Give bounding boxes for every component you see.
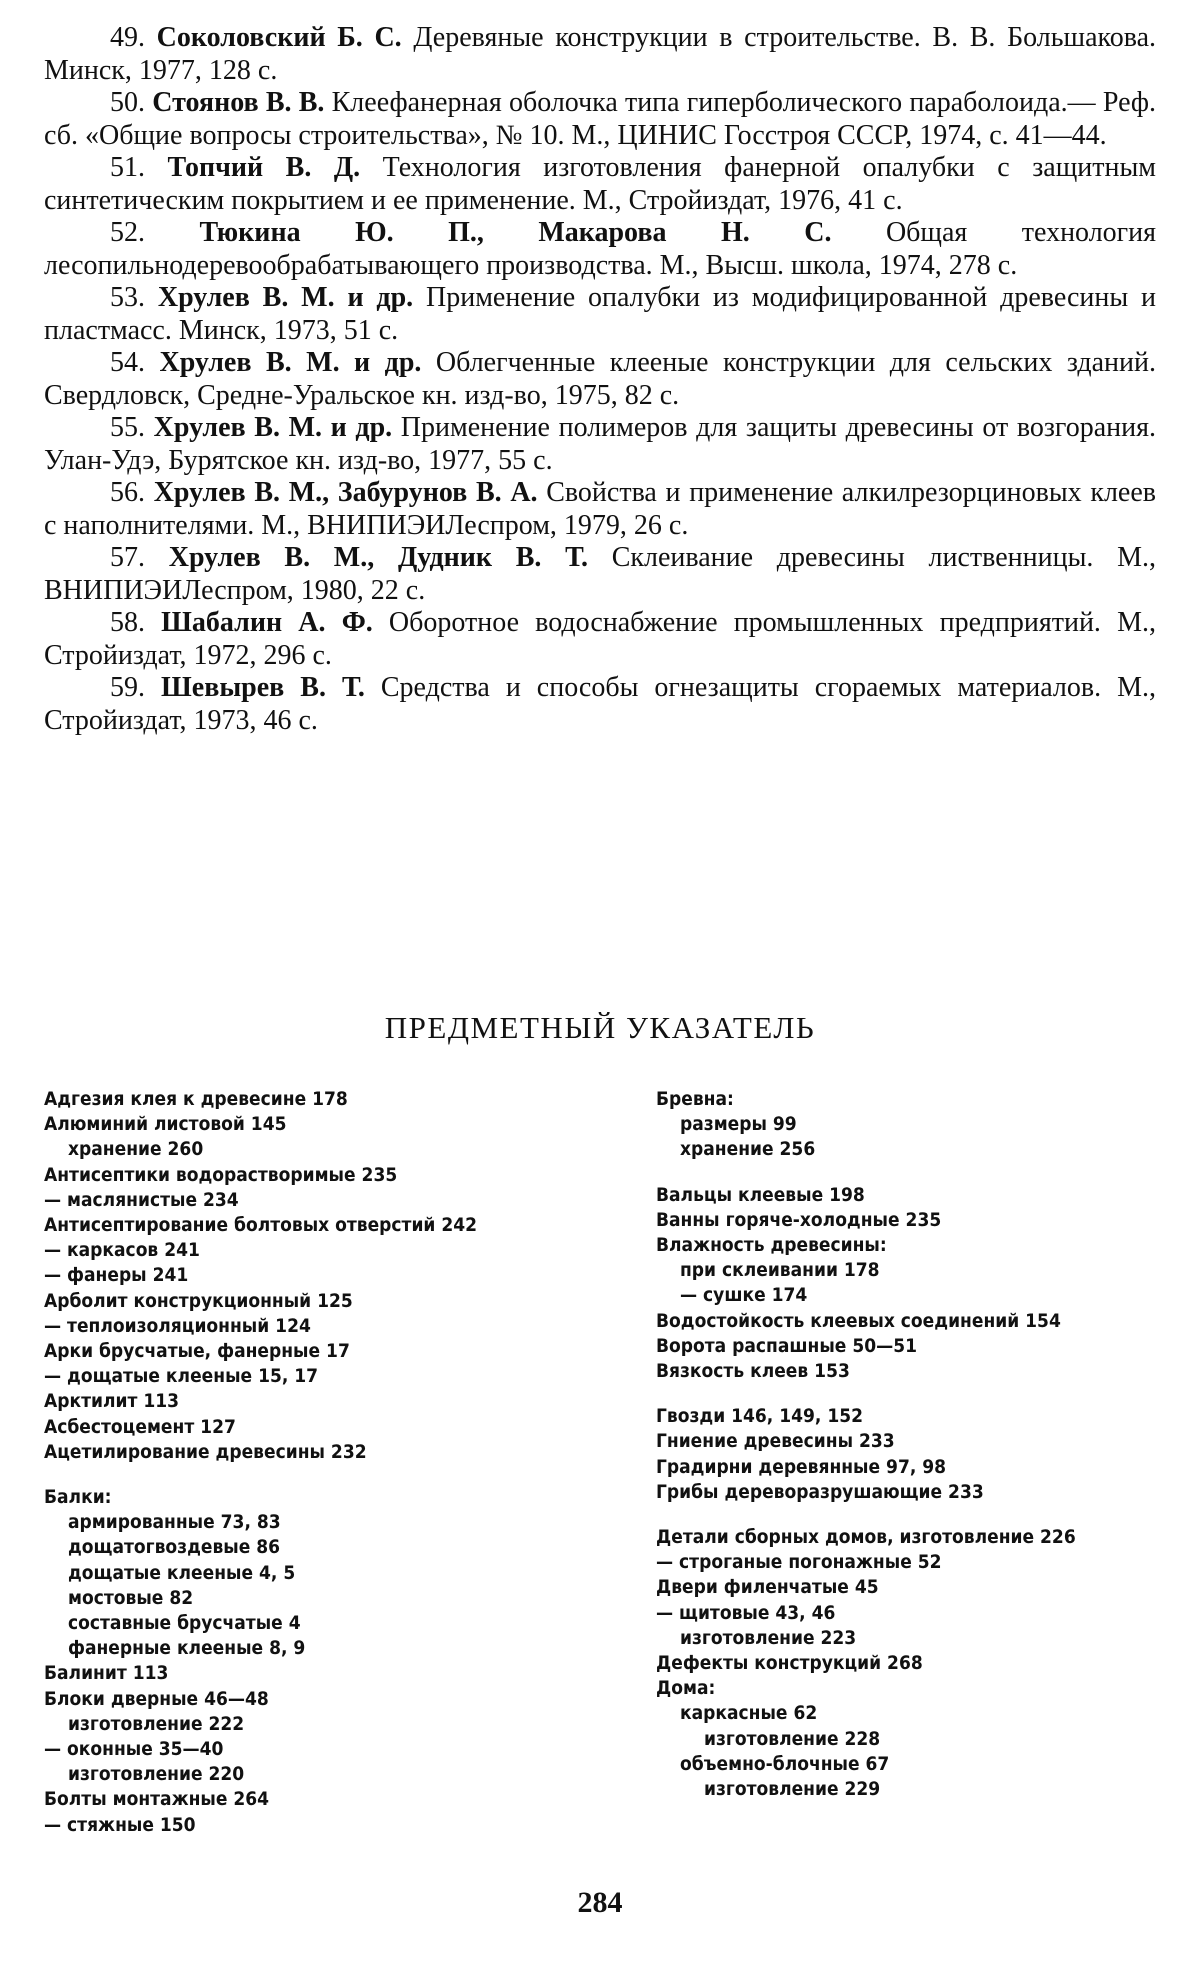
entry-author: Шабалин А. Ф. [161,607,373,638]
index-entry: каркасные 62 [680,1702,818,1725]
entry-number: 53. [110,282,158,313]
bibliography-entry [44,22,1156,87]
entry-author: Соколовский Б. С. [156,22,402,53]
index-entry: при склеивании 178 [680,1259,880,1282]
index-entry: Влажность древесины: [656,1234,887,1257]
entry-number: 58. [110,607,162,638]
index-entry: размеры 99 [680,1113,797,1136]
index-entry: Антисептики водорастворимые 235 [44,1163,398,1186]
page-number: 284 [577,1886,623,1919]
bibliography-entry [44,217,1156,282]
index-entry: Водостойкость клеевых соединений 154 [656,1309,1061,1332]
index-entry: Балинит 113 [44,1662,169,1685]
entry-author: Стоянов В. В. [152,87,325,118]
index-title: ПРЕДМЕТНЫЙ УКАЗАТЕЛЬ [384,1010,816,1045]
index-entry: Ацетилирование древесины 232 [44,1440,367,1463]
index-entry: изготовление 220 [68,1763,245,1786]
index-entry: Арктилит 113 [44,1390,179,1413]
index-entry: фанерные клееные 8, 9 [68,1637,306,1660]
entry-number: 49. [110,22,157,53]
index-entry: изготовление 229 [704,1778,881,1801]
index-entry: — щитовые 43, 46 [656,1601,836,1624]
entry-text: Общая технология лесопильнодеревообрабатывающего производства. М., Высш. школа, 1974, 278 с. [44,217,1157,281]
index-entry: изготовление 223 [680,1626,857,1649]
bibliography-entry [44,672,1156,737]
index-entry: Бревна: [656,1088,734,1110]
index-entry: — дощатые клееные 15, 17 [44,1365,319,1388]
entry-number: 50. [110,87,153,118]
entry-text: Применение опалубки из модифицированной древесины и пластмасс. Минск, 1973, 51 с. [44,282,1156,346]
bibliography-entry [44,282,1156,347]
index-entry: Арки брусчатые, фанерные 17 [44,1340,350,1363]
bibliography-entry [44,607,1156,672]
entry-author: Хрулев В. М. и др. [157,282,414,313]
entry-number: 52. [110,217,200,248]
entry-author: Топчий В. Д. [167,152,361,183]
entry-author: Шевырев В. Т. [161,672,365,703]
index-entry: Гниение древесины 233 [656,1430,895,1453]
index-entry: хранение 256 [680,1138,816,1161]
index-entry: — теплоизоляционный 124 [44,1314,311,1337]
bibliography-entry [44,412,1156,477]
bibliography-entry [44,477,1156,542]
bibliography-entry [44,87,1156,152]
bibliography-entry [44,542,1156,607]
entry-text: Деревяные конструкции в строительстве. В. В. Большакова. Минск, 1977, 128 с. [44,22,1156,86]
entry-text: Клеефанерная оболочка типа гиперболического параболоида.— Реф. сб. «Общие вопросы строительства», № 10. М., ЦИНИС Госстроя СССР, 1974, с. 41—44. [44,87,1157,151]
index-entry: Болты монтажные 264 [44,1788,270,1811]
bibliography-list [44,22,1156,737]
index-entry: Балки: [44,1486,112,1509]
index-entry: Грибы дереворазрушающие 233 [656,1480,984,1503]
index-entry: Антисептирование болтовых отверстий 242 [44,1214,478,1237]
index-entry: изготовление 228 [704,1727,881,1750]
entry-author: Хрулев В. М., Дудник В. Т. [168,542,588,573]
entry-text: Облегченные клееные конструкции для сельских зданий. Свердловск, Средне-Уральское кн. изд-во, 1975, 82 с. [44,347,1157,411]
entry-number: 55. [110,412,154,443]
entry-text: Склеивание древесины лиственницы. М., ВНИПИЭИЛеспром, 1980, 22 с. [44,542,1157,606]
index-entry: Арболит конструкционный 125 [44,1289,353,1312]
index-entry: изготовление 222 [68,1712,245,1735]
entry-author: Хрулев В. М. и др. [159,347,422,378]
index-entry: Дефекты конструкций 268 [656,1652,923,1675]
index-entry: Асбестоцемент 127 [44,1415,236,1438]
entry-author: Тюкина Ю. П., Макарова Н. С. [199,217,832,248]
entry-number: 56. [110,477,154,508]
index-entry: Блоки дверные 46—48 [44,1687,269,1710]
index-entry: — каркасов 241 [44,1239,200,1262]
index-entry: — маслянистые 234 [44,1188,239,1211]
index-entry: Алюминий листовой 145 [44,1113,287,1136]
index-entry: — сушке 174 [680,1284,808,1307]
index-column-right [656,1087,1156,1802]
entry-number: 54. [110,347,160,378]
index-entry: Ванны горяче-холодные 235 [656,1208,942,1231]
entry-text: Средства и способы огнезащиты сгораемых материалов. М., Стройиздат, 1973, 46 с. [44,672,1157,736]
bibliography-entry [44,347,1156,412]
entry-text: Технология изготовления фанерной опалубки с защитным синтетическим покрытием и ее применение. М., Стройиздат, 1976, 41 с. [44,152,1157,216]
index-entry: — строганые погонажные 52 [656,1551,942,1574]
index-entry: мостовые 82 [68,1586,194,1609]
entry-author: Хрулев В. М. и др. [153,412,393,443]
index-entry: дощатогвоздевые 86 [68,1536,281,1559]
entry-author: Хрулев В. М., Забурунов В. А. [153,477,538,508]
entry-text: Применение полимеров для защиты древесины от возгорания. Улан-Удэ, Бурятское кн. изд-во, 1977, 55 с. [44,412,1156,476]
index-column-left [44,1087,534,1838]
index-entry: хранение 260 [68,1138,204,1161]
index-entry: дощатые клееные 4, 5 [68,1561,296,1584]
index-entry: составные брусчатые 4 [68,1612,301,1635]
entry-number: 57. [110,542,169,573]
index-entry: Ворота распашные 50—51 [656,1334,918,1357]
index-entry: — стяжные 150 [44,1813,196,1836]
index-entry: армированные 73, 83 [68,1511,281,1534]
index-entry: объемно-блочные 67 [680,1752,890,1775]
index-entry: Двери филенчатые 45 [656,1576,879,1599]
index-entry: Дома: [656,1677,716,1700]
index-entry: Гвозди 146, 149, 152 [656,1405,864,1428]
index-entry: Адгезия клея к древесине 178 [44,1088,348,1110]
index-entry: Градирни деревянные 97, 98 [656,1455,947,1478]
entry-number: 59. [110,672,162,703]
entry-text: Свойства и применение алкилрезорциновых клеев с наполнителями. М., ВНИПИЭИЛеспром, 1979, 26 с. [44,477,1156,541]
entry-number: 51. [110,152,168,183]
index-entry: Вязкость клеев 153 [656,1360,850,1383]
index-entry: — фанеры 241 [44,1264,189,1287]
entry-text: Оборотное водоснабжение промышленных предприятий. М., Стройиздат, 1972, 296 с. [44,607,1156,671]
index-entry: — оконные 35—40 [44,1738,224,1761]
index-entry: Вальцы клеевые 198 [656,1183,865,1206]
bibliography-entry [44,152,1156,217]
index-entry: Детали сборных домов, изготовление 226 [656,1526,1076,1549]
